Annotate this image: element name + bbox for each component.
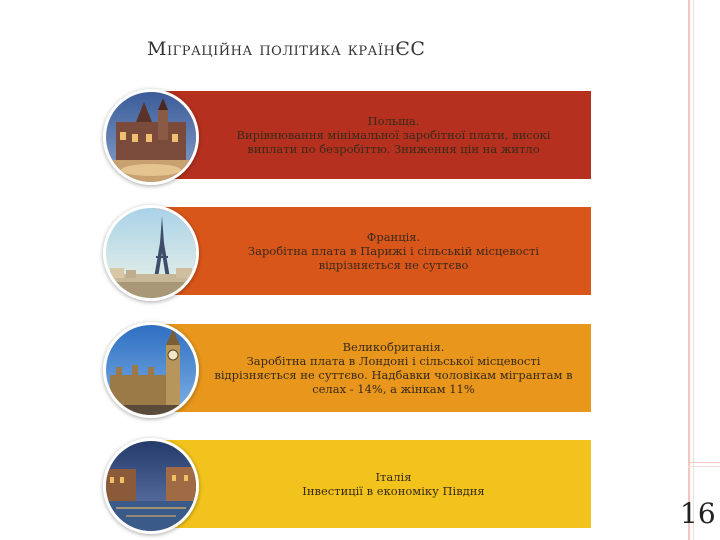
- slide-title: Міграційна політика країнЄС: [147, 38, 426, 60]
- list-item-uk: [152, 324, 591, 412]
- krakow-square-photo: [103, 89, 199, 185]
- country-label: Польща.: [367, 114, 420, 128]
- frame-line: [688, 462, 720, 463]
- venice-canal-photo: [103, 438, 199, 534]
- list-item-france: [152, 207, 591, 295]
- london-big-ben-photo: [103, 322, 199, 418]
- list-item-italy: [152, 440, 591, 528]
- frame-line: [688, 466, 720, 467]
- frame-line: [688, 0, 690, 540]
- slide-number: 16: [680, 497, 716, 530]
- item-text: Заробітна плата в Парижі і сільській місцевості відрізняється не суттєво: [247, 244, 540, 272]
- paris-eiffel-tower-photo: [103, 205, 199, 301]
- country-label: Великобританія.: [342, 340, 445, 354]
- country-label: Італія: [375, 470, 412, 484]
- item-text: Вирівнювання мінімальної заробітної плати, високі виплати по безробіттю. Зниження цін на житло: [236, 128, 551, 156]
- item-text: Інвестиції в економіку Півдня: [302, 484, 485, 498]
- item-text: Заробітна плата в Лондоні і сільської місцевості відрізняється не суттєво. Надбавки чоловікам мігрантам в селах - 14%, а жінкам 11%: [214, 354, 573, 396]
- frame-line: [693, 0, 694, 540]
- country-label: Франція.: [366, 230, 421, 244]
- list-item-poland: [152, 91, 591, 179]
